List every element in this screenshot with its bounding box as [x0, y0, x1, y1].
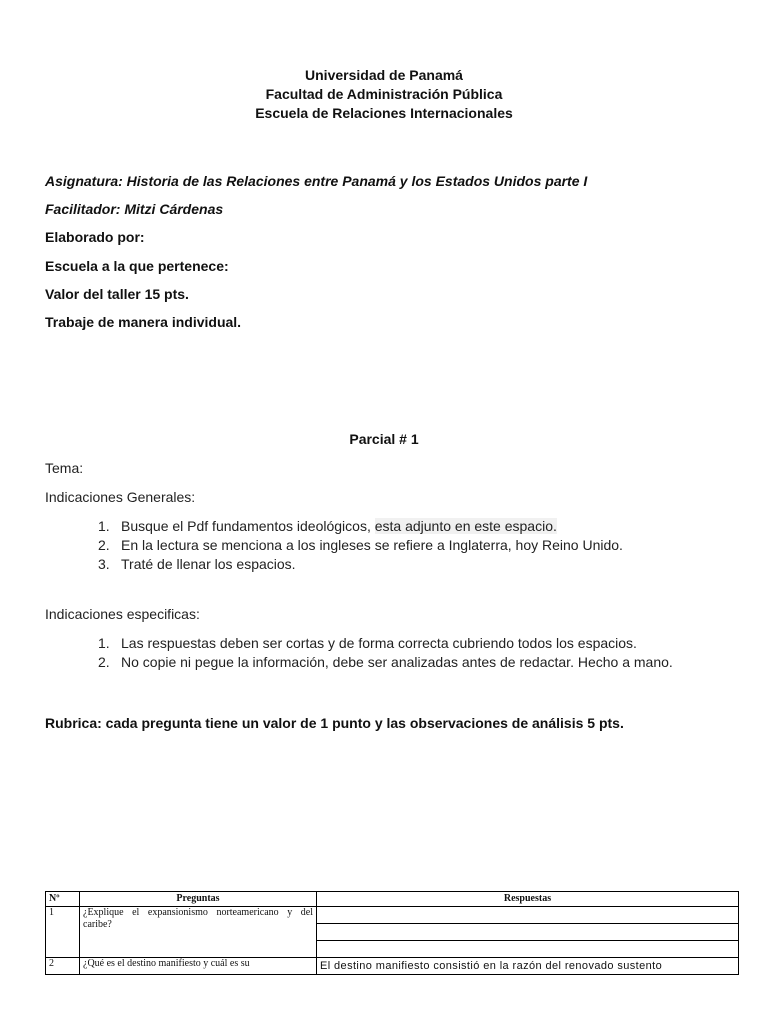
column-header-questions: Preguntas	[80, 892, 317, 907]
university-name: Universidad de Panamá	[305, 67, 463, 83]
faculty-name: Facultad de Administración Pública	[265, 86, 503, 102]
row-number: 2	[46, 958, 80, 975]
answer-line[interactable]	[317, 924, 738, 941]
answer-cell[interactable]	[317, 907, 739, 958]
specific-instructions-title: Indicaciones especificas:	[45, 606, 200, 622]
list-item: 2. No copie ni pegue la información, debe ser analizadas antes de redactar. Hecho a mano.	[98, 654, 673, 670]
value-line: Valor del taller 15 pts.	[45, 286, 189, 302]
column-header-answers: Respuestas	[317, 892, 739, 907]
school-belongs-line: Escuela a la que pertenece:	[45, 258, 229, 274]
question-cell: ¿Qué es el destino manifiesto y cuál es su	[80, 958, 317, 975]
column-header-number: Nº	[46, 892, 80, 907]
table-header-row	[46, 892, 739, 907]
subject-line: Asignatura: Historia de las Relaciones entre Panamá y los Estados Unidos parte I	[45, 173, 588, 189]
list-item: 1. Busque el Pdf fundamentos ideológicos, esta adjunto en este espacio.	[98, 518, 557, 534]
school-name: Escuela de Relaciones Internacionales	[255, 105, 513, 121]
table-row	[46, 958, 739, 975]
list-item: 1. Las respuestas deben ser cortas y de forma correcta cubriendo todos los espacios.	[98, 635, 637, 651]
general-instructions-title: Indicaciones Generales:	[45, 489, 196, 505]
facilitator-line: Facilitador: Mitzi Cárdenas	[45, 201, 224, 217]
specific-instructions-list	[98, 634, 673, 672]
question-cell: ¿Explique el expansionismo norteamericano y del caribe?	[80, 907, 317, 958]
individual-work-line: Trabaje de manera individual.	[45, 314, 242, 330]
row-number: 1	[46, 907, 80, 958]
answer-line[interactable]	[317, 941, 738, 957]
answer-line[interactable]	[317, 907, 738, 924]
list-item: 2. En la lectura se menciona a los ingleses se refiere a Inglaterra, hoy Reino Unido.	[98, 537, 623, 553]
prepared-by-line: Elaborado por:	[45, 229, 145, 245]
highlighted-text: esta adjunto en este espacio.	[374, 518, 557, 534]
exam-title: Parcial # 1	[349, 431, 419, 447]
topic-label: Tema:	[45, 460, 84, 476]
answer-cell[interactable]: El destino manifiesto consistió en la razón del renovado sustento	[317, 958, 739, 975]
questions-table	[45, 891, 739, 975]
general-instructions-list	[98, 517, 623, 574]
list-item: 3. Traté de llenar los espacios.	[98, 556, 296, 572]
rubric-line: Rubrica: cada pregunta tiene un valor de 1 punto y las observaciones de análisis 5 pts.	[45, 715, 624, 731]
table-row	[46, 907, 739, 958]
